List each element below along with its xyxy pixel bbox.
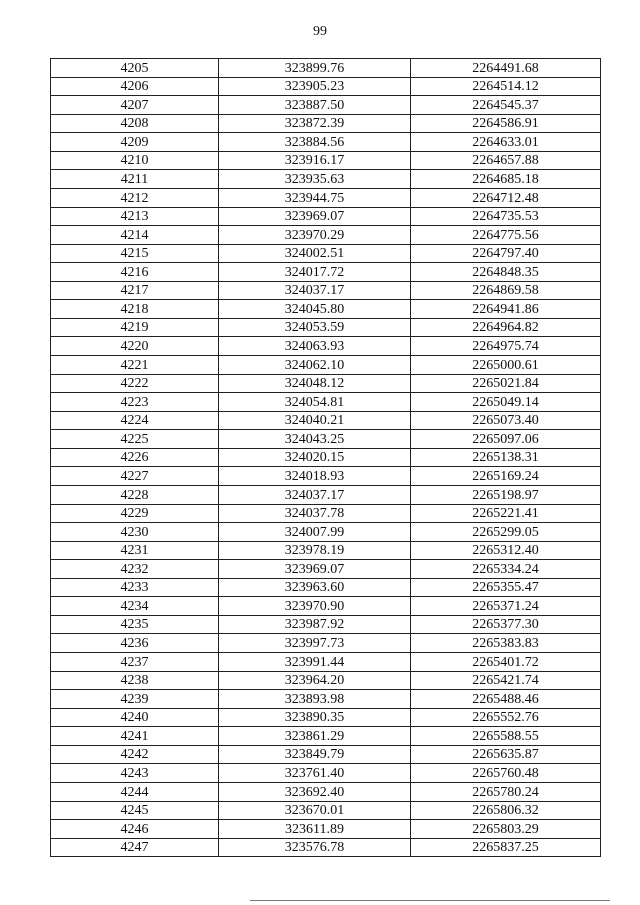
x-coordinate-cell: 323970.29 (219, 226, 411, 245)
y-coordinate-cell: 2265097.06 (411, 430, 601, 449)
coordinates-table-body (51, 59, 601, 857)
table-row (51, 59, 601, 78)
y-coordinate-cell: 2264869.58 (411, 281, 601, 300)
table-row (51, 838, 601, 857)
x-coordinate-cell: 324002.51 (219, 244, 411, 263)
x-coordinate-cell: 323761.40 (219, 764, 411, 783)
x-coordinate-cell: 324017.72 (219, 263, 411, 282)
point-number-cell: 4214 (51, 226, 219, 245)
point-number-cell: 4239 (51, 690, 219, 709)
point-number-cell: 4235 (51, 615, 219, 634)
y-coordinate-cell: 2265073.40 (411, 411, 601, 430)
y-coordinate-cell: 2265355.47 (411, 578, 601, 597)
point-number-cell: 4209 (51, 133, 219, 152)
y-coordinate-cell: 2265334.24 (411, 560, 601, 579)
x-coordinate-cell: 323944.75 (219, 188, 411, 207)
point-number-cell: 4226 (51, 448, 219, 467)
x-coordinate-cell: 324007.99 (219, 523, 411, 542)
table-row (51, 597, 601, 616)
table-row (51, 560, 601, 579)
point-number-cell: 4206 (51, 77, 219, 96)
y-coordinate-cell: 2265138.31 (411, 448, 601, 467)
point-number-cell: 4242 (51, 745, 219, 764)
table-row (51, 207, 601, 226)
table-row (51, 578, 601, 597)
table-row (51, 133, 601, 152)
x-coordinate-cell: 324037.17 (219, 485, 411, 504)
table-row (51, 263, 601, 282)
x-coordinate-cell: 323893.98 (219, 690, 411, 709)
x-coordinate-cell: 324037.17 (219, 281, 411, 300)
x-coordinate-cell: 324043.25 (219, 430, 411, 449)
y-coordinate-cell: 2265780.24 (411, 782, 601, 801)
table-row (51, 77, 601, 96)
point-number-cell: 4227 (51, 467, 219, 486)
table-row (51, 411, 601, 430)
y-coordinate-cell: 2265221.41 (411, 504, 601, 523)
point-number-cell: 4233 (51, 578, 219, 597)
y-coordinate-cell: 2265421.74 (411, 671, 601, 690)
y-coordinate-cell: 2265760.48 (411, 764, 601, 783)
table-row (51, 764, 601, 783)
table-row (51, 523, 601, 542)
table-row (51, 96, 601, 115)
table-row (51, 226, 601, 245)
y-coordinate-cell: 2265312.40 (411, 541, 601, 560)
table-row (51, 727, 601, 746)
x-coordinate-cell: 324020.15 (219, 448, 411, 467)
point-number-cell: 4222 (51, 374, 219, 393)
x-coordinate-cell: 323576.78 (219, 838, 411, 857)
point-number-cell: 4211 (51, 170, 219, 189)
point-number-cell: 4241 (51, 727, 219, 746)
point-number-cell: 4216 (51, 263, 219, 282)
x-coordinate-cell: 323969.07 (219, 207, 411, 226)
point-number-cell: 4246 (51, 820, 219, 839)
x-coordinate-cell: 323670.01 (219, 801, 411, 820)
table-row (51, 151, 601, 170)
table-row (51, 281, 601, 300)
y-coordinate-cell: 2264797.40 (411, 244, 601, 263)
table-row (51, 337, 601, 356)
y-coordinate-cell: 2265371.24 (411, 597, 601, 616)
x-coordinate-cell: 323916.17 (219, 151, 411, 170)
y-coordinate-cell: 2264964.82 (411, 318, 601, 337)
point-number-cell: 4247 (51, 838, 219, 857)
table-row (51, 782, 601, 801)
point-number-cell: 4221 (51, 356, 219, 375)
y-coordinate-cell: 2265401.72 (411, 653, 601, 672)
point-number-cell: 4215 (51, 244, 219, 263)
table-row (51, 708, 601, 727)
point-number-cell: 4220 (51, 337, 219, 356)
point-number-cell: 4234 (51, 597, 219, 616)
point-number-cell: 4240 (51, 708, 219, 727)
x-coordinate-cell: 323987.92 (219, 615, 411, 634)
table-row (51, 485, 601, 504)
x-coordinate-cell: 324048.12 (219, 374, 411, 393)
table-row (51, 690, 601, 709)
coordinates-table (50, 58, 601, 857)
x-coordinate-cell: 323890.35 (219, 708, 411, 727)
x-coordinate-cell: 323692.40 (219, 782, 411, 801)
x-coordinate-cell: 323963.60 (219, 578, 411, 597)
x-coordinate-cell: 323978.19 (219, 541, 411, 560)
table-row (51, 170, 601, 189)
table-row (51, 467, 601, 486)
y-coordinate-cell: 2265021.84 (411, 374, 601, 393)
point-number-cell: 4210 (51, 151, 219, 170)
y-coordinate-cell: 2265588.55 (411, 727, 601, 746)
x-coordinate-cell: 323997.73 (219, 634, 411, 653)
y-coordinate-cell: 2264975.74 (411, 337, 601, 356)
y-coordinate-cell: 2264491.68 (411, 59, 601, 78)
point-number-cell: 4237 (51, 653, 219, 672)
x-coordinate-cell: 324045.80 (219, 300, 411, 319)
table-row (51, 356, 601, 375)
table-row (51, 745, 601, 764)
point-number-cell: 4229 (51, 504, 219, 523)
y-coordinate-cell: 2264514.12 (411, 77, 601, 96)
x-coordinate-cell: 323861.29 (219, 727, 411, 746)
point-number-cell: 4219 (51, 318, 219, 337)
y-coordinate-cell: 2264633.01 (411, 133, 601, 152)
page-number: 99 (313, 24, 327, 39)
point-number-cell: 4205 (51, 59, 219, 78)
table-row (51, 801, 601, 820)
table-row (51, 430, 601, 449)
point-number-cell: 4245 (51, 801, 219, 820)
y-coordinate-cell: 2265837.25 (411, 838, 601, 857)
y-coordinate-cell: 2264685.18 (411, 170, 601, 189)
x-coordinate-cell: 324062.10 (219, 356, 411, 375)
x-coordinate-cell: 323849.79 (219, 745, 411, 764)
point-number-cell: 4244 (51, 782, 219, 801)
y-coordinate-cell: 2265198.97 (411, 485, 601, 504)
y-coordinate-cell: 2264545.37 (411, 96, 601, 115)
y-coordinate-cell: 2264657.88 (411, 151, 601, 170)
bottom-divider (250, 900, 610, 901)
y-coordinate-cell: 2265803.29 (411, 820, 601, 839)
x-coordinate-cell: 324063.93 (219, 337, 411, 356)
x-coordinate-cell: 323970.90 (219, 597, 411, 616)
y-coordinate-cell: 2265377.30 (411, 615, 601, 634)
point-number-cell: 4212 (51, 188, 219, 207)
point-number-cell: 4225 (51, 430, 219, 449)
point-number-cell: 4232 (51, 560, 219, 579)
x-coordinate-cell: 323884.56 (219, 133, 411, 152)
x-coordinate-cell: 323905.23 (219, 77, 411, 96)
table-row (51, 541, 601, 560)
table-row (51, 374, 601, 393)
point-number-cell: 4238 (51, 671, 219, 690)
y-coordinate-cell: 2265299.05 (411, 523, 601, 542)
table-row (51, 244, 601, 263)
y-coordinate-cell: 2265000.61 (411, 356, 601, 375)
point-number-cell: 4236 (51, 634, 219, 653)
y-coordinate-cell: 2265552.76 (411, 708, 601, 727)
y-coordinate-cell: 2264848.35 (411, 263, 601, 282)
table-row (51, 504, 601, 523)
table-row (51, 188, 601, 207)
x-coordinate-cell: 323991.44 (219, 653, 411, 672)
point-number-cell: 4223 (51, 393, 219, 412)
point-number-cell: 4228 (51, 485, 219, 504)
point-number-cell: 4207 (51, 96, 219, 115)
point-number-cell: 4231 (51, 541, 219, 560)
x-coordinate-cell: 323887.50 (219, 96, 411, 115)
x-coordinate-cell: 324040.21 (219, 411, 411, 430)
table-row (51, 634, 601, 653)
x-coordinate-cell: 324037.78 (219, 504, 411, 523)
y-coordinate-cell: 2264941.86 (411, 300, 601, 319)
x-coordinate-cell: 323935.63 (219, 170, 411, 189)
table-row (51, 318, 601, 337)
table-row (51, 653, 601, 672)
x-coordinate-cell: 324053.59 (219, 318, 411, 337)
x-coordinate-cell: 323611.89 (219, 820, 411, 839)
x-coordinate-cell: 323899.76 (219, 59, 411, 78)
y-coordinate-cell: 2265488.46 (411, 690, 601, 709)
y-coordinate-cell: 2264735.53 (411, 207, 601, 226)
x-coordinate-cell: 324054.81 (219, 393, 411, 412)
table-row (51, 114, 601, 133)
y-coordinate-cell: 2265635.87 (411, 745, 601, 764)
point-number-cell: 4243 (51, 764, 219, 783)
table-row (51, 820, 601, 839)
x-coordinate-cell: 323969.07 (219, 560, 411, 579)
table-row (51, 671, 601, 690)
x-coordinate-cell: 323872.39 (219, 114, 411, 133)
y-coordinate-cell: 2264586.91 (411, 114, 601, 133)
y-coordinate-cell: 2265049.14 (411, 393, 601, 412)
point-number-cell: 4230 (51, 523, 219, 542)
point-number-cell: 4218 (51, 300, 219, 319)
y-coordinate-cell: 2265383.83 (411, 634, 601, 653)
point-number-cell: 4208 (51, 114, 219, 133)
x-coordinate-cell: 324018.93 (219, 467, 411, 486)
x-coordinate-cell: 323964.20 (219, 671, 411, 690)
table-row (51, 300, 601, 319)
y-coordinate-cell: 2264775.56 (411, 226, 601, 245)
table-row (51, 448, 601, 467)
y-coordinate-cell: 2264712.48 (411, 188, 601, 207)
table-row (51, 615, 601, 634)
point-number-cell: 4224 (51, 411, 219, 430)
y-coordinate-cell: 2265806.32 (411, 801, 601, 820)
table-row (51, 393, 601, 412)
point-number-cell: 4217 (51, 281, 219, 300)
y-coordinate-cell: 2265169.24 (411, 467, 601, 486)
point-number-cell: 4213 (51, 207, 219, 226)
